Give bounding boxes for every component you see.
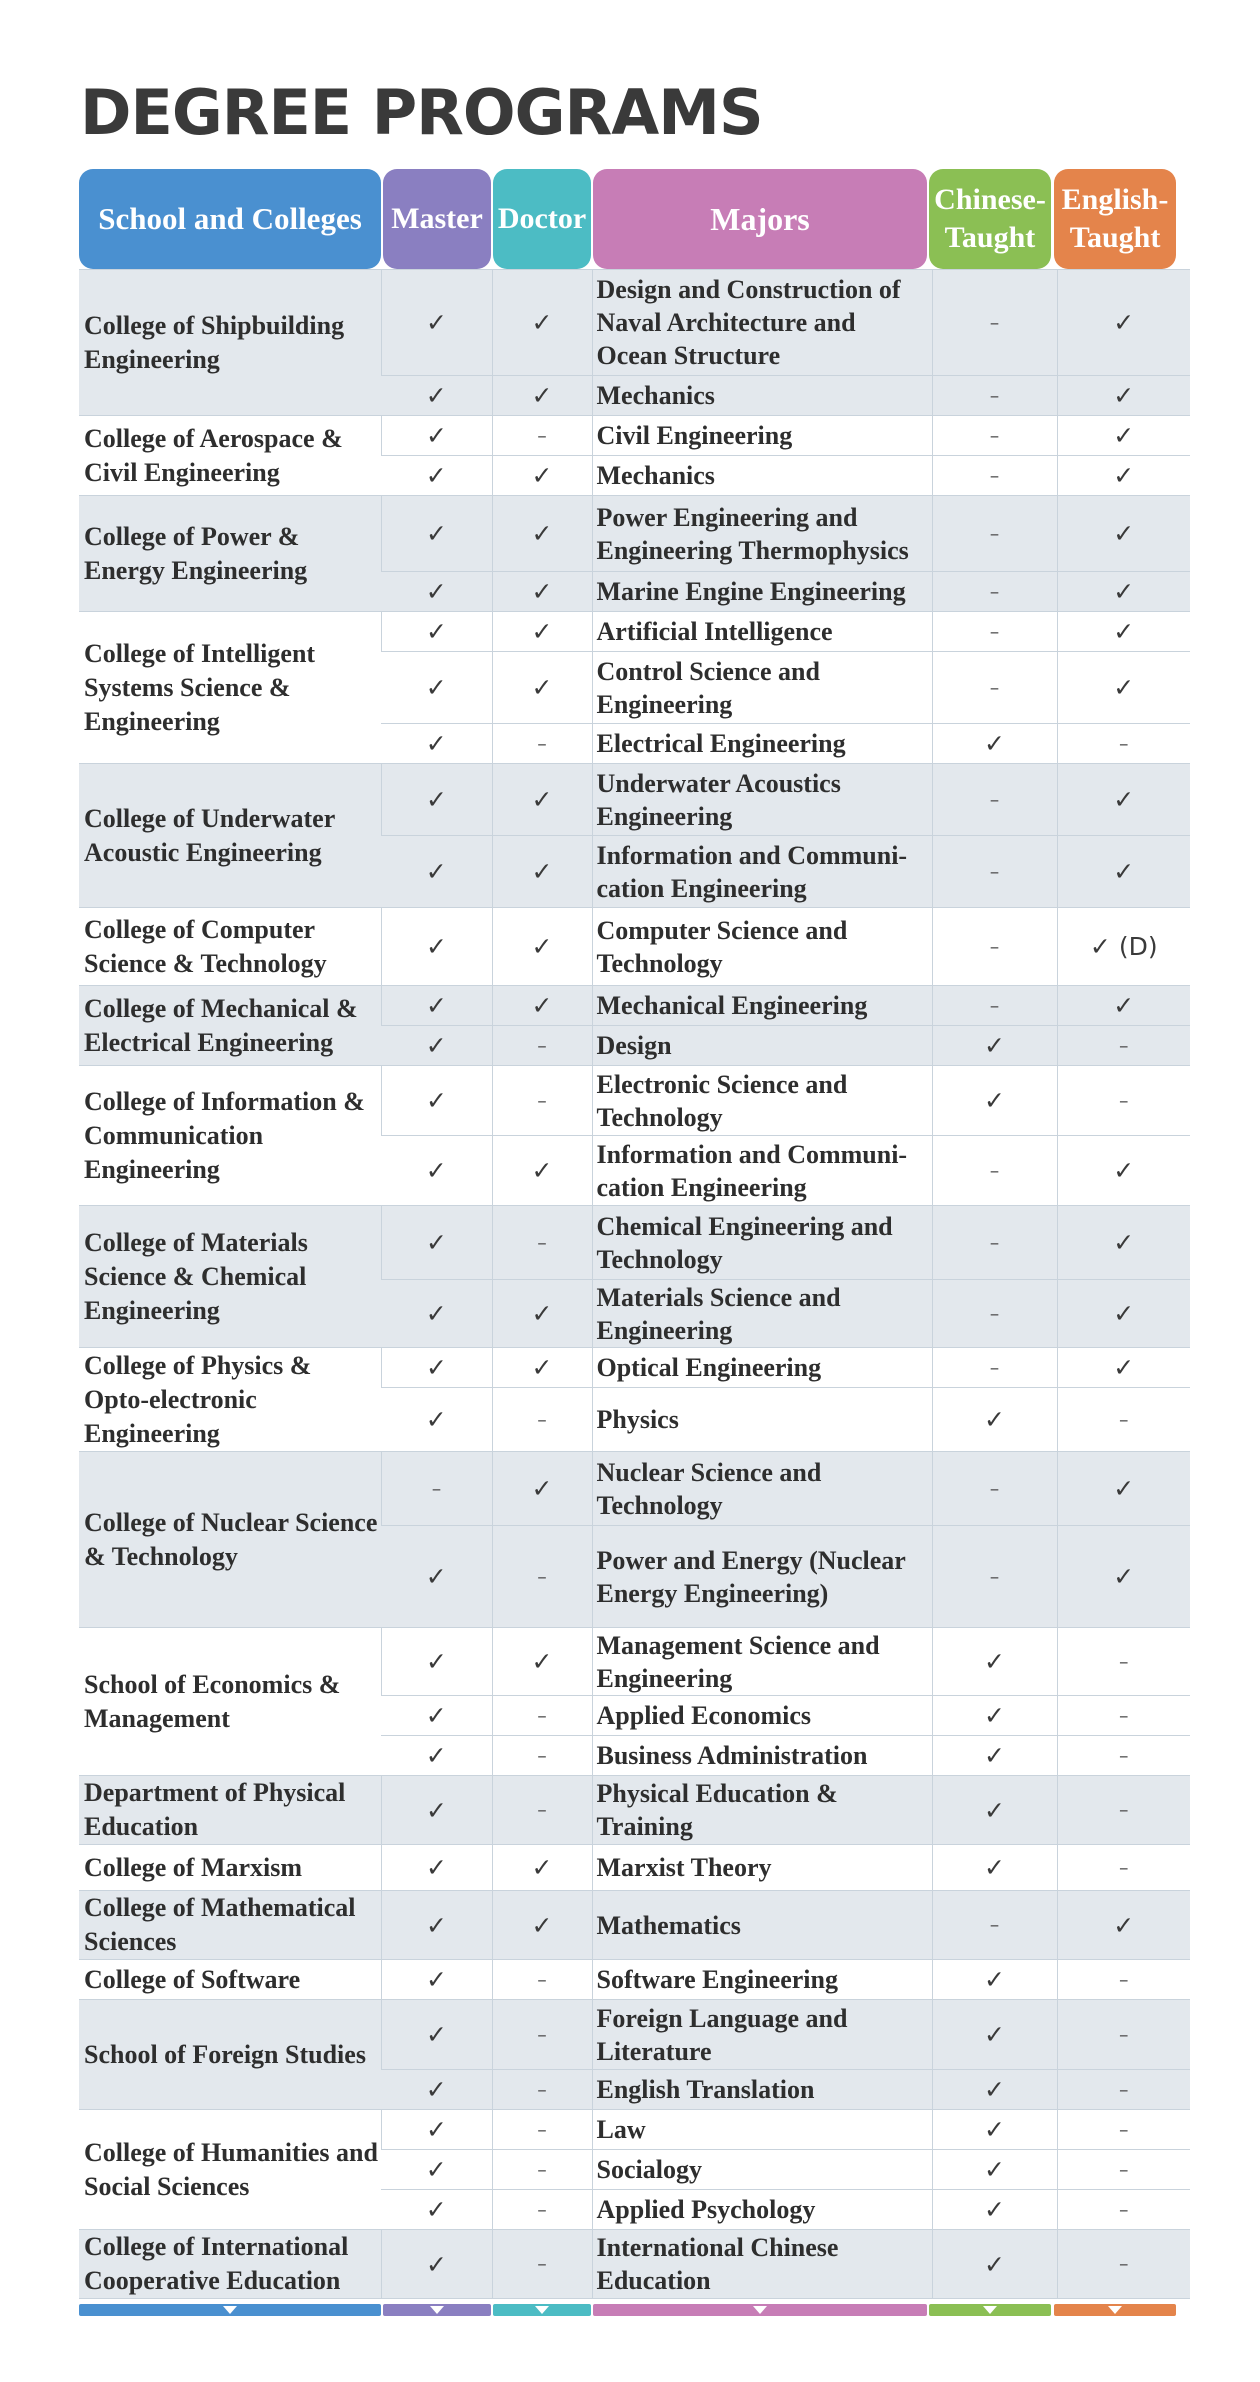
- major-name: Control Science and Engineering: [592, 652, 932, 724]
- footer-bar-chinese-taught: [929, 2304, 1051, 2316]
- chinese-taught-mark: –: [932, 416, 1057, 456]
- doctor-mark: ✓: [492, 572, 592, 612]
- footer-notch: [1108, 2306, 1122, 2314]
- chinese-taught-mark: –: [932, 572, 1057, 612]
- english-taught-mark: –: [1057, 2110, 1190, 2150]
- doctor-mark: –: [492, 1526, 592, 1628]
- school-name: College of Intelligent Systems Science & Engineering: [79, 612, 381, 764]
- table-row: [79, 764, 1190, 836]
- doctor-mark: –: [492, 416, 592, 456]
- doctor-mark: ✓: [492, 1348, 592, 1388]
- footer-bar-school: [79, 2304, 381, 2316]
- footer-notch: [223, 2306, 237, 2314]
- table-row: [79, 2230, 1190, 2299]
- english-taught-mark: ✓: [1057, 1891, 1190, 1960]
- chinese-taught-mark: ✓: [932, 1628, 1057, 1696]
- major-name: Chemical Engineering and Technology: [592, 1206, 932, 1280]
- chinese-taught-mark: ✓: [932, 1026, 1057, 1066]
- table-row: [79, 1845, 1190, 1891]
- table-row: [79, 612, 1190, 652]
- english-taught-mark: ✓: [1057, 456, 1190, 496]
- table-row: [79, 1206, 1190, 1280]
- school-name: College of Underwater Acoustic Engineering: [79, 764, 381, 908]
- master-mark: ✓: [381, 376, 492, 416]
- chinese-taught-mark: ✓: [932, 2110, 1057, 2150]
- english-taught-mark: ✓: [1057, 572, 1190, 612]
- chinese-taught-mark: ✓: [932, 1776, 1057, 1845]
- doctor-mark: –: [492, 1026, 592, 1066]
- english-taught-mark: ✓: [1057, 986, 1190, 1026]
- footer-bar-master: [383, 2304, 491, 2316]
- master-mark: ✓: [381, 1736, 492, 1776]
- doctor-mark: ✓: [492, 764, 592, 836]
- footer-notch: [753, 2306, 767, 2314]
- major-name: Mechanics: [592, 456, 932, 496]
- chinese-taught-mark: –: [932, 1280, 1057, 1348]
- chinese-taught-mark: –: [932, 1526, 1057, 1628]
- master-mark: ✓: [381, 1960, 492, 2000]
- chinese-taught-mark: –: [932, 376, 1057, 416]
- table-row: [79, 416, 1190, 456]
- english-taught-mark: ✓: [1057, 496, 1190, 572]
- school-name: School of Foreign Studies: [79, 2000, 381, 2110]
- doctor-mark: –: [492, 2150, 592, 2190]
- major-name: Information and Communi-cation Engineering: [592, 1136, 932, 1206]
- chinese-taught-mark: –: [932, 1891, 1057, 1960]
- doctor-mark: ✓: [492, 836, 592, 908]
- chinese-taught-mark: ✓: [932, 2070, 1057, 2110]
- master-mark: ✓: [381, 2190, 492, 2230]
- major-name: Mathematics: [592, 1891, 932, 1960]
- chinese-taught-mark: –: [932, 1348, 1057, 1388]
- chinese-taught-mark: ✓: [932, 2190, 1057, 2230]
- major-name: Power and Energy (Nuclear Energy Engineering): [592, 1526, 932, 1628]
- chinese-taught-mark: ✓: [932, 1736, 1057, 1776]
- chinese-taught-mark: ✓: [932, 1960, 1057, 2000]
- chinese-taught-mark: –: [932, 836, 1057, 908]
- chinese-taught-mark: ✓: [932, 2230, 1057, 2299]
- english-taught-mark: ✓: [1057, 270, 1190, 376]
- doctor-mark: ✓: [492, 1136, 592, 1206]
- footer-bar-doctor: [493, 2304, 591, 2316]
- major-name: Design: [592, 1026, 932, 1066]
- doctor-mark: –: [492, 2000, 592, 2070]
- major-name: Nuclear Science and Technology: [592, 1452, 932, 1526]
- english-taught-mark: ✓: [1057, 416, 1190, 456]
- english-taught-mark: ✓: [1057, 836, 1190, 908]
- chinese-taught-mark: –: [932, 652, 1057, 724]
- english-taught-mark: –: [1057, 2190, 1190, 2230]
- doctor-mark: –: [492, 724, 592, 764]
- master-mark: ✓: [381, 1696, 492, 1736]
- header-school: School and Colleges: [79, 169, 381, 269]
- master-mark: ✓: [381, 1388, 492, 1452]
- doctor-mark: –: [492, 1960, 592, 2000]
- chinese-taught-mark: –: [932, 270, 1057, 376]
- doctor-mark: ✓: [492, 1280, 592, 1348]
- doctor-mark: –: [492, 1066, 592, 1136]
- school-name: College of Aerospace & Civil Engineering: [79, 416, 381, 496]
- doctor-mark: ✓: [492, 908, 592, 986]
- chinese-taught-mark: ✓: [932, 724, 1057, 764]
- master-mark: ✓: [381, 2230, 492, 2299]
- school-name: School of Economics & Management: [79, 1628, 381, 1776]
- doctor-mark: –: [492, 2190, 592, 2230]
- school-name: Department of Physical Education: [79, 1776, 381, 1845]
- english-taught-mark: ✓: [1057, 1348, 1190, 1388]
- english-taught-mark: –: [1057, 1960, 1190, 2000]
- english-taught-mark: –: [1057, 1066, 1190, 1136]
- major-name: Applied Economics: [592, 1696, 932, 1736]
- english-taught-mark: ✓: [1057, 376, 1190, 416]
- doctor-mark: ✓: [492, 652, 592, 724]
- doctor-mark: ✓: [492, 496, 592, 572]
- master-mark: –: [381, 1452, 492, 1526]
- doctor-mark: –: [492, 1736, 592, 1776]
- major-name: Software Engineering: [592, 1960, 932, 2000]
- table-row: [79, 2110, 1190, 2150]
- doctor-mark: ✓: [492, 986, 592, 1026]
- major-name: Foreign Language and Literature: [592, 2000, 932, 2070]
- english-taught-mark: –: [1057, 724, 1190, 764]
- major-name: Marine Engine Engineering: [592, 572, 932, 612]
- doctor-mark: –: [492, 1776, 592, 1845]
- school-name: College of Nuclear Science & Technology: [79, 1452, 381, 1628]
- english-taught-mark: –: [1057, 1736, 1190, 1776]
- major-name: Optical Engineering: [592, 1348, 932, 1388]
- english-taught-mark: –: [1057, 1026, 1190, 1066]
- major-name: Physics: [592, 1388, 932, 1452]
- master-mark: ✓: [381, 986, 492, 1026]
- school-name: College of Information & Communication Engineering: [79, 1066, 381, 1206]
- doctor-mark: ✓: [492, 1891, 592, 1960]
- doctor-mark: ✓: [492, 1628, 592, 1696]
- master-mark: ✓: [381, 1348, 492, 1388]
- major-name: Underwater Acoustics Engineering: [592, 764, 932, 836]
- chinese-taught-mark: ✓: [932, 1845, 1057, 1891]
- degree-programs-table: [79, 269, 1190, 2299]
- chinese-taught-mark: –: [932, 1206, 1057, 1280]
- doctor-mark: ✓: [492, 1845, 592, 1891]
- page-title: DEGREE PROGRAMS: [80, 76, 763, 149]
- chinese-taught-mark: ✓: [932, 1066, 1057, 1136]
- table-row: [79, 1776, 1190, 1845]
- english-taught-mark: –: [1057, 1845, 1190, 1891]
- major-name: Power Engineering and Engineering Thermophysics: [592, 496, 932, 572]
- chinese-taught-mark: ✓: [932, 2150, 1057, 2190]
- school-name: College of Software: [79, 1960, 381, 2000]
- doctor-mark: ✓: [492, 376, 592, 416]
- doctor-mark: ✓: [492, 612, 592, 652]
- master-mark: ✓: [381, 2070, 492, 2110]
- master-mark: ✓: [381, 908, 492, 986]
- school-name: College of Materials Science & Chemical Engineering: [79, 1206, 381, 1348]
- doctor-mark: –: [492, 1206, 592, 1280]
- english-taught-mark: –: [1057, 1696, 1190, 1736]
- master-mark: ✓: [381, 836, 492, 908]
- major-name: English Translation: [592, 2070, 932, 2110]
- master-mark: ✓: [381, 724, 492, 764]
- table-row: [79, 2000, 1190, 2070]
- table-row: [79, 496, 1190, 572]
- major-name: Management Science and Engineering: [592, 1628, 932, 1696]
- master-mark: ✓: [381, 2110, 492, 2150]
- english-taught-mark: –: [1057, 1388, 1190, 1452]
- major-name: Mechanical Engineering: [592, 986, 932, 1026]
- doctor-mark: ✓: [492, 456, 592, 496]
- master-mark: ✓: [381, 270, 492, 376]
- chinese-taught-mark: ✓: [932, 1388, 1057, 1452]
- english-taught-mark: –: [1057, 1628, 1190, 1696]
- doctor-mark: –: [492, 2070, 592, 2110]
- major-name: Information and Communi-cation Engineering: [592, 836, 932, 908]
- footer-bar-english-taught: [1054, 2304, 1176, 2316]
- footer-notch: [983, 2306, 997, 2314]
- doctor-mark: –: [492, 1388, 592, 1452]
- english-taught-mark: –: [1057, 1776, 1190, 1845]
- master-mark: ✓: [381, 1136, 492, 1206]
- major-name: Electrical Engineering: [592, 724, 932, 764]
- major-name: Applied Psychology: [592, 2190, 932, 2230]
- master-mark: ✓: [381, 1066, 492, 1136]
- master-mark: ✓: [381, 416, 492, 456]
- school-name: College of Shipbuilding Engineering: [79, 270, 381, 416]
- english-taught-mark: –: [1057, 2150, 1190, 2190]
- master-mark: ✓: [381, 496, 492, 572]
- major-name: Law: [592, 2110, 932, 2150]
- master-mark: ✓: [381, 1206, 492, 1280]
- major-name: Design and Construction of Naval Architecture and Ocean Structure: [592, 270, 932, 376]
- school-name: College of Physics & Opto-electronic Engineering: [79, 1348, 381, 1452]
- english-taught-mark: –: [1057, 2000, 1190, 2070]
- master-mark: ✓: [381, 1776, 492, 1845]
- doctor-mark: ✓: [492, 1452, 592, 1526]
- chinese-taught-mark: –: [932, 456, 1057, 496]
- major-name: Computer Science and Technology: [592, 908, 932, 986]
- header-chinese-taught: Chinese- Taught: [929, 169, 1051, 269]
- chinese-taught-mark: –: [932, 496, 1057, 572]
- footer-notch: [430, 2306, 444, 2314]
- master-mark: ✓: [381, 1280, 492, 1348]
- header-doctor: Doctor: [493, 169, 591, 269]
- major-name: Materials Science and Engineering: [592, 1280, 932, 1348]
- major-name: Mechanics: [592, 376, 932, 416]
- doctor-mark: –: [492, 2230, 592, 2299]
- chinese-taught-mark: –: [932, 1452, 1057, 1526]
- english-taught-mark: ✓: [1057, 652, 1190, 724]
- school-name: College of Computer Science & Technology: [79, 908, 381, 986]
- school-name: College of Power & Energy Engineering: [79, 496, 381, 612]
- chinese-taught-mark: –: [932, 764, 1057, 836]
- table-row: [79, 1628, 1190, 1696]
- major-name: Business Administration: [592, 1736, 932, 1776]
- table-row: [79, 1452, 1190, 1526]
- master-mark: ✓: [381, 612, 492, 652]
- chinese-taught-mark: ✓: [932, 1696, 1057, 1736]
- master-mark: ✓: [381, 572, 492, 612]
- table-row: [79, 1891, 1190, 1960]
- school-name: College of Mathematical Sciences: [79, 1891, 381, 1960]
- chinese-taught-mark: –: [932, 908, 1057, 986]
- english-taught-mark: –: [1057, 2230, 1190, 2299]
- master-mark: ✓: [381, 1526, 492, 1628]
- master-mark: ✓: [381, 1845, 492, 1891]
- school-name: College of Marxism: [79, 1845, 381, 1891]
- chinese-taught-mark: ✓: [932, 2000, 1057, 2070]
- master-mark: ✓: [381, 456, 492, 496]
- master-mark: ✓: [381, 1891, 492, 1960]
- master-mark: ✓: [381, 652, 492, 724]
- header-master: Master: [383, 169, 491, 269]
- english-taught-mark: ✓ (D): [1057, 908, 1190, 986]
- table-row: [79, 1066, 1190, 1136]
- table-row: [79, 1348, 1190, 1388]
- table-row: [79, 1960, 1190, 2000]
- master-mark: ✓: [381, 764, 492, 836]
- chinese-taught-mark: –: [932, 986, 1057, 1026]
- major-name: Electronic Science and Technology: [592, 1066, 932, 1136]
- table-row: [79, 908, 1190, 986]
- master-mark: ✓: [381, 2150, 492, 2190]
- english-taught-mark: ✓: [1057, 1136, 1190, 1206]
- footer-bar-majors: [593, 2304, 927, 2316]
- master-mark: ✓: [381, 1628, 492, 1696]
- major-name: Physical Education & Training: [592, 1776, 932, 1845]
- master-mark: ✓: [381, 1026, 492, 1066]
- english-taught-mark: ✓: [1057, 1280, 1190, 1348]
- major-name: Civil Engineering: [592, 416, 932, 456]
- major-name: International Chinese Education: [592, 2230, 932, 2299]
- english-taught-mark: ✓: [1057, 1452, 1190, 1526]
- header-english-taught: English- Taught: [1054, 169, 1176, 269]
- doctor-mark: –: [492, 1696, 592, 1736]
- english-taught-mark: ✓: [1057, 1206, 1190, 1280]
- chinese-taught-mark: –: [932, 612, 1057, 652]
- english-taught-mark: –: [1057, 2070, 1190, 2110]
- major-name: Marxist Theory: [592, 1845, 932, 1891]
- footer-notch: [535, 2306, 549, 2314]
- english-taught-mark: ✓: [1057, 612, 1190, 652]
- table-row: [79, 270, 1190, 376]
- major-name: Artificial Intelligence: [592, 612, 932, 652]
- school-name: College of Humanities and Social Sciences: [79, 2110, 381, 2230]
- table-row: [79, 986, 1190, 1026]
- master-mark: ✓: [381, 2000, 492, 2070]
- school-name: College of Mechanical & Electrical Engineering: [79, 986, 381, 1066]
- major-name: Socialogy: [592, 2150, 932, 2190]
- english-taught-mark: ✓: [1057, 764, 1190, 836]
- doctor-mark: ✓: [492, 270, 592, 376]
- chinese-taught-mark: –: [932, 1136, 1057, 1206]
- school-name: College of International Cooperative Education: [79, 2230, 381, 2299]
- english-taught-mark: ✓: [1057, 1526, 1190, 1628]
- doctor-mark: –: [492, 2110, 592, 2150]
- header-majors: Majors: [593, 169, 927, 269]
